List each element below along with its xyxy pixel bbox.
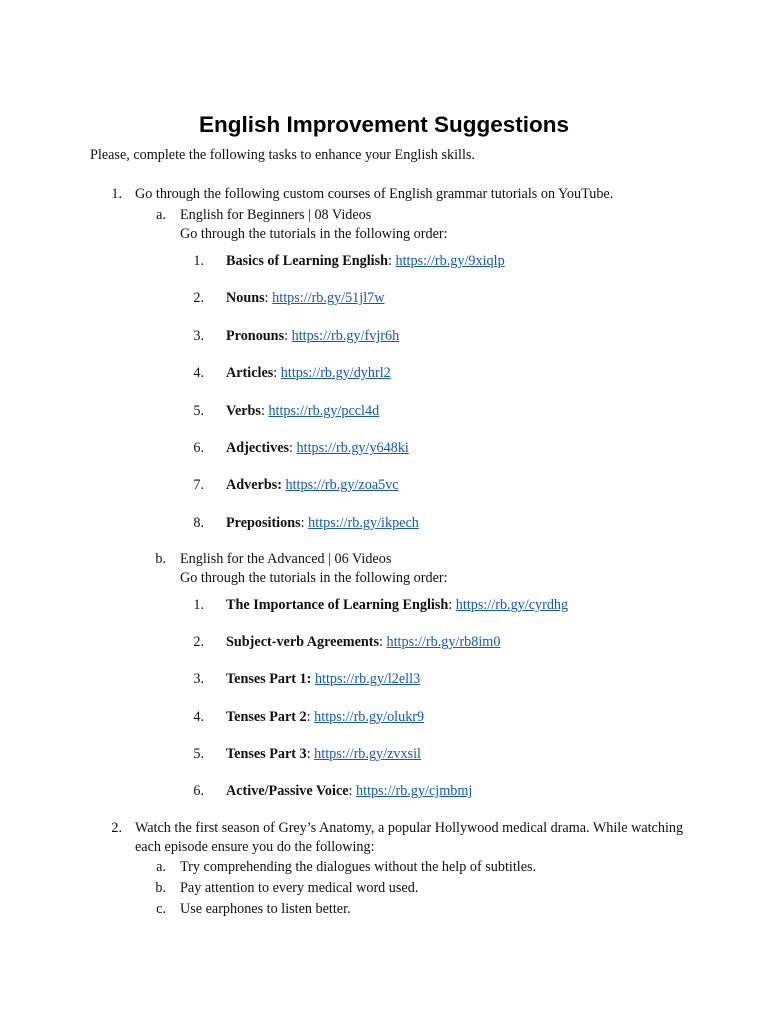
task-1-marker: 1. <box>111 186 122 202</box>
title-separator: : <box>260 402 265 419</box>
title-separator: : <box>379 634 383 651</box>
task-1-text: Go through the following custom courses of English grammar tutorials on YouTube. <box>135 186 614 202</box>
video-list-item <box>226 670 420 688</box>
video-list-item <box>226 708 424 726</box>
task-2-subitem-c-marker: c. <box>156 901 166 917</box>
video-link[interactable]: https://rb.gy/zoa5vc <box>285 477 399 494</box>
video-title: Active/Passive Voice <box>226 783 349 799</box>
video-item-number: 4. <box>193 708 204 725</box>
video-title: Subject-verb Agreements <box>226 634 380 651</box>
task-2-subitem-c: Use earphones to listen better. <box>180 901 351 917</box>
video-item-number: 8. <box>193 514 204 531</box>
video-link[interactable]: https://rb.gy/l2ell3 <box>314 671 421 688</box>
subtask-a-marker: a. <box>156 207 166 223</box>
task-2-marker: 2. <box>111 820 122 836</box>
video-link[interactable]: https://rb.gy/pccl4d <box>268 402 380 419</box>
subtask-a-heading: English for Beginners | 08 Videos <box>180 207 372 223</box>
title-separator: : <box>306 708 311 725</box>
intro-text: Please, complete the following tasks to enhance your English skills. <box>90 147 475 163</box>
video-list-item <box>226 476 399 494</box>
video-list-item <box>226 633 500 651</box>
title-separator: : <box>300 514 305 531</box>
video-item-number: 3. <box>193 671 204 688</box>
subtask-a-order-note: Go through the tutorials in the following order: <box>180 226 448 242</box>
title-separator: : <box>273 365 278 382</box>
video-item-number: 6. <box>193 783 204 799</box>
task-2-text-line2: each episode ensure you do the following: <box>135 839 375 855</box>
title-separator: : <box>388 253 392 269</box>
video-title: Prepositions <box>226 514 301 531</box>
video-title: Tenses Part 1: <box>226 671 312 688</box>
video-title: Tenses Part 2 <box>226 708 307 725</box>
task-2-subitem-b-marker: b. <box>155 880 166 896</box>
video-link[interactable]: https://rb.gy/y648ki <box>296 440 409 456</box>
task-2-subitem-b: Pay attention to every medical word used. <box>180 880 419 896</box>
video-title: Basics of Learning English <box>226 253 389 269</box>
video-list-item <box>226 327 399 345</box>
video-link[interactable]: https://rb.gy/9xiqlp <box>395 253 505 269</box>
video-title: The Importance of Learning English <box>226 597 449 613</box>
video-link[interactable]: https://rb.gy/olukr9 <box>314 708 425 725</box>
task-2-subitem-a: Try comprehending the dialogues without the help of subtitles. <box>180 859 537 875</box>
title-separator: : <box>284 327 289 344</box>
video-title: Pronouns <box>226 327 285 344</box>
video-item-number: 4. <box>193 365 204 382</box>
video-title: Verbs <box>226 402 261 419</box>
video-link[interactable]: https://rb.gy/cjmbmj <box>356 783 473 799</box>
task-2-text-line1: Watch the first season of Grey’s Anatomy, a popular Hollywood medical drama. While watching <box>135 820 684 836</box>
video-link[interactable]: https://rb.gy/fvjr6h <box>291 327 400 344</box>
video-list-item <box>226 596 568 614</box>
title-separator: : <box>448 597 453 613</box>
task-2-subitem-a-marker: a. <box>156 859 166 875</box>
video-item-number: 1. <box>193 597 204 613</box>
video-link[interactable]: https://rb.gy/zvxsil <box>314 745 421 762</box>
video-item-number: 7. <box>193 477 204 494</box>
title-separator: : <box>289 440 293 456</box>
video-list-item <box>226 439 409 457</box>
subtask-b-heading: English for the Advanced | 06 Videos <box>180 551 392 567</box>
video-title: Adverbs: <box>226 477 282 494</box>
video-title: Articles <box>226 365 274 382</box>
video-item-number: 6. <box>193 440 204 456</box>
video-item-number: 5. <box>193 745 204 762</box>
video-item-number: 2. <box>193 634 204 651</box>
title-separator: : <box>348 783 353 799</box>
video-link[interactable]: https://rb.gy/dyhrl2 <box>280 365 391 382</box>
video-list-item <box>226 782 472 800</box>
subtask-b-marker: b. <box>155 551 166 567</box>
video-list-item <box>226 745 421 763</box>
video-title: Adjectives <box>226 440 290 456</box>
subtask-b-order-note: Go through the tutorials in the following order: <box>180 570 448 586</box>
video-item-number: 3. <box>193 327 204 344</box>
video-list-item <box>226 289 384 307</box>
video-item-number: 5. <box>193 402 204 419</box>
title-separator: : <box>306 745 311 762</box>
video-list-item <box>226 364 391 382</box>
video-link[interactable]: https://rb.gy/ikpech <box>308 514 419 531</box>
video-link[interactable]: https://rb.gy/51jl7w <box>272 290 385 307</box>
video-item-number: 1. <box>193 253 204 269</box>
video-list-item <box>226 514 419 532</box>
video-list-item <box>226 402 379 420</box>
video-title: Tenses Part 3 <box>226 745 307 762</box>
video-link[interactable]: https://rb.gy/cyrdhg <box>455 597 569 613</box>
video-item-number: 2. <box>193 290 204 307</box>
video-title: Nouns <box>226 290 265 307</box>
title-separator: : <box>264 290 269 307</box>
video-link[interactable]: https://rb.gy/rb8im0 <box>386 634 501 651</box>
video-list-item <box>226 252 505 270</box>
document-title: English Improvement Suggestions <box>198 112 570 137</box>
